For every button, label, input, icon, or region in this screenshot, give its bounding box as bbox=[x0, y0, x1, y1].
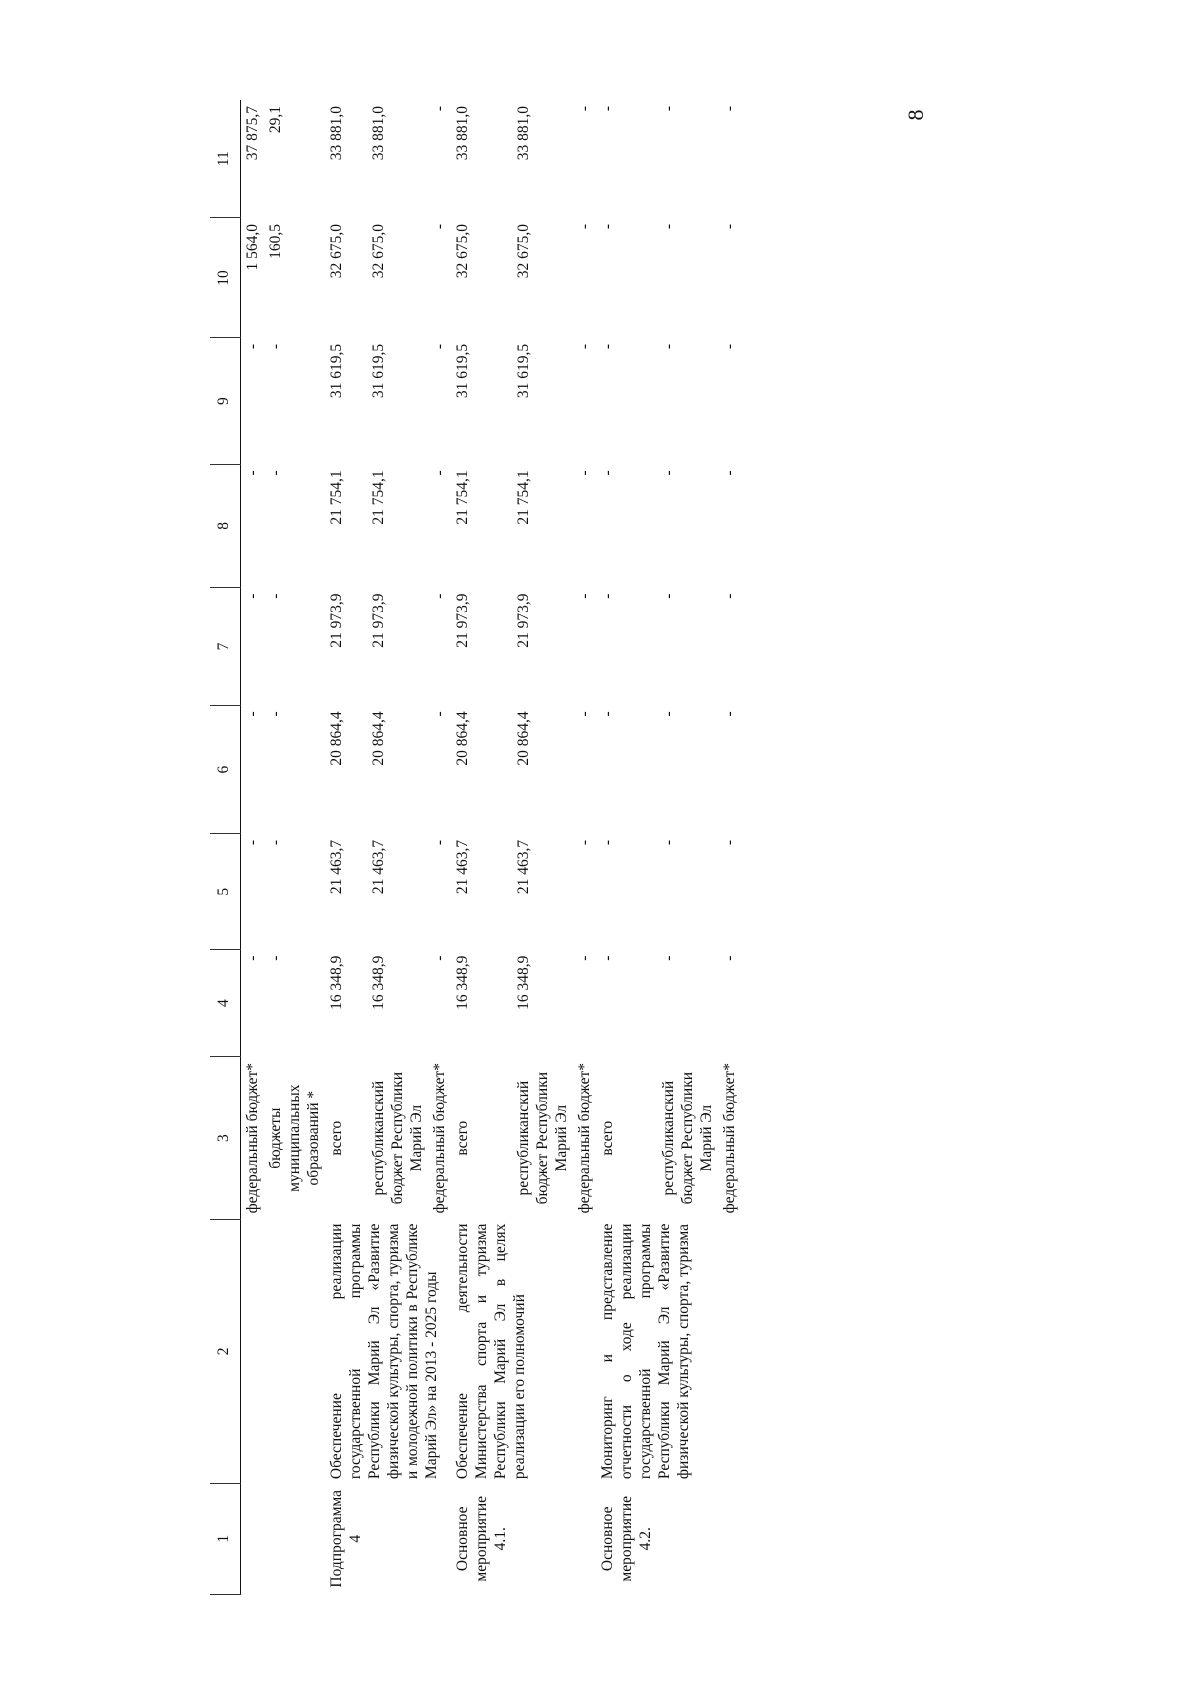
table-row bbox=[596, 100, 657, 1595]
row-label: Подпрограмма 4 bbox=[328, 1490, 364, 1588]
value-cell: - bbox=[244, 839, 261, 846]
value-cell: 16 348,9 bbox=[370, 955, 387, 1010]
table-body bbox=[241, 100, 742, 1595]
value-cell: 20 864,4 bbox=[454, 711, 471, 766]
row-label bbox=[657, 1483, 718, 1594]
funding-source: федеральный бюджет* bbox=[431, 1062, 448, 1214]
value-cell: - bbox=[721, 593, 738, 599]
value-cell: - bbox=[599, 223, 616, 230]
table-row bbox=[325, 100, 367, 1595]
value-cell: - bbox=[576, 470, 593, 476]
value-cell: - bbox=[576, 106, 593, 112]
value-cell: 32 675,0 bbox=[370, 223, 387, 279]
value-cell: 33 881,0 bbox=[370, 106, 387, 161]
value-cell: - bbox=[431, 839, 448, 846]
row-description bbox=[264, 1220, 325, 1484]
value-cell: 21 463,7 bbox=[515, 839, 532, 895]
row-label bbox=[367, 1483, 428, 1594]
value-cell: - bbox=[267, 839, 284, 846]
funding-source: всего bbox=[328, 1120, 345, 1156]
value-cell: - bbox=[431, 106, 448, 112]
value-cell: 21 754,1 bbox=[454, 470, 471, 525]
row-description: Обеспечение реализации государственной программы Республики Марий Эл «Развитие физической культуры, спорта, туризма и молодежной политики в Республике Марий Эл» на 2013 - 2025 годы bbox=[328, 1223, 440, 1480]
value-cell: - bbox=[660, 106, 677, 112]
value-cell: - bbox=[599, 839, 616, 846]
funding-source: республиканский бюджет Республики Марий Эл bbox=[660, 1071, 715, 1205]
value-cell: - bbox=[576, 711, 593, 717]
value-cell: 21 973,9 bbox=[454, 593, 471, 648]
value-cell: 29,1 bbox=[267, 106, 284, 134]
value-cell: 32 675,0 bbox=[328, 223, 345, 279]
value-cell: - bbox=[267, 711, 284, 717]
value-cell: 21 463,7 bbox=[328, 839, 345, 895]
value-cell: 1 564,0 bbox=[244, 223, 261, 271]
value-cell: - bbox=[576, 955, 593, 961]
column-header-8: 8 bbox=[210, 464, 241, 587]
value-cell: - bbox=[599, 470, 616, 476]
value-cell: 31 619,5 bbox=[370, 343, 387, 399]
value-cell: - bbox=[660, 955, 677, 961]
funding-source: республиканский бюджет Республики Марий Эл bbox=[370, 1071, 425, 1205]
column-header-6: 6 bbox=[210, 705, 241, 834]
value-cell: - bbox=[431, 470, 448, 476]
value-cell: 33 881,0 bbox=[454, 106, 471, 161]
value-cell: - bbox=[267, 343, 284, 350]
value-cell: - bbox=[660, 711, 677, 717]
value-cell: - bbox=[576, 223, 593, 230]
row-description: Мониторинг и представление отчетности о ходе реализации государственной программы Республики Марий Эл «Развитие физической культуры, спорта, туризма bbox=[599, 1223, 692, 1480]
value-cell: - bbox=[576, 343, 593, 350]
value-cell: - bbox=[244, 470, 261, 476]
header-row bbox=[210, 100, 241, 1595]
value-cell: 21 463,7 bbox=[370, 839, 387, 895]
funding-source: всего bbox=[599, 1120, 616, 1156]
rotated-table-container bbox=[210, 100, 970, 1595]
value-cell: - bbox=[267, 955, 284, 961]
row-label bbox=[512, 1483, 573, 1594]
row-label: Основное мероприятие 4.1. bbox=[454, 1496, 509, 1582]
row-label: Основное мероприятие 4.2. bbox=[599, 1496, 654, 1582]
value-cell: - bbox=[660, 839, 677, 846]
value-cell: 21 973,9 bbox=[328, 593, 345, 648]
value-cell: - bbox=[431, 343, 448, 350]
value-cell: 16 348,9 bbox=[515, 955, 532, 1010]
column-header-10: 10 bbox=[210, 218, 241, 338]
value-cell: - bbox=[599, 343, 616, 350]
value-cell: - bbox=[721, 839, 738, 846]
value-cell: 32 675,0 bbox=[454, 223, 471, 279]
column-header-11: 11 bbox=[210, 100, 241, 218]
row-label bbox=[241, 1483, 265, 1594]
column-header-1: 1 bbox=[210, 1483, 241, 1594]
value-cell: - bbox=[599, 711, 616, 717]
value-cell: - bbox=[431, 593, 448, 599]
funding-source: всего bbox=[454, 1120, 471, 1156]
value-cell: 21 754,1 bbox=[328, 470, 345, 525]
value-cell: 33 881,0 bbox=[515, 106, 532, 161]
value-cell: 21 754,1 bbox=[370, 470, 387, 525]
value-cell: 33 881,0 bbox=[328, 106, 345, 161]
row-label bbox=[428, 1483, 451, 1594]
funding-source: федеральный бюджет* bbox=[576, 1062, 593, 1214]
value-cell: - bbox=[721, 955, 738, 961]
column-header-9: 9 bbox=[210, 338, 241, 464]
value-cell: 32 675,0 bbox=[515, 223, 532, 279]
row-description: Обеспечение деятельности Министерства спорта и туризма Республики Марий Эл в целях реализации его полномочий bbox=[454, 1223, 528, 1480]
value-cell: 21 463,7 bbox=[454, 839, 471, 895]
column-header-4: 4 bbox=[210, 950, 241, 1057]
funding-source: бюджеты муниципальных образований * bbox=[267, 1084, 322, 1192]
value-cell: - bbox=[431, 711, 448, 717]
value-cell: - bbox=[721, 343, 738, 350]
value-cell: 21 973,9 bbox=[370, 593, 387, 648]
value-cell: - bbox=[431, 955, 448, 961]
value-cell: - bbox=[660, 343, 677, 350]
row-label bbox=[264, 1483, 325, 1594]
column-header-7: 7 bbox=[210, 588, 241, 706]
value-cell: - bbox=[244, 593, 261, 599]
value-cell: - bbox=[660, 470, 677, 476]
value-cell: - bbox=[599, 106, 616, 112]
column-header-3: 3 bbox=[210, 1057, 241, 1220]
value-cell: - bbox=[431, 223, 448, 230]
budget-table bbox=[210, 100, 741, 1595]
value-cell: 31 619,5 bbox=[454, 343, 471, 399]
value-cell: 37 875,7 bbox=[244, 106, 261, 161]
value-cell: - bbox=[599, 955, 616, 961]
value-cell: 20 864,4 bbox=[328, 711, 345, 766]
value-cell: - bbox=[721, 711, 738, 717]
value-cell: 21 754,1 bbox=[515, 470, 532, 525]
value-cell: 160,5 bbox=[267, 223, 284, 259]
row-description bbox=[241, 1220, 265, 1484]
value-cell: - bbox=[244, 955, 261, 961]
value-cell: - bbox=[267, 470, 284, 476]
value-cell: - bbox=[599, 593, 616, 599]
value-cell: - bbox=[244, 343, 261, 350]
value-cell: - bbox=[576, 593, 593, 599]
row-label bbox=[573, 1483, 596, 1594]
value-cell: 31 619,5 bbox=[515, 343, 532, 399]
value-cell: 16 348,9 bbox=[454, 955, 471, 1010]
funding-source: республиканский бюджет Республики Марий Эл bbox=[515, 1071, 570, 1205]
column-header-2: 2 bbox=[210, 1220, 241, 1484]
value-cell: 20 864,4 bbox=[515, 711, 532, 766]
value-cell: - bbox=[721, 106, 738, 112]
value-cell: - bbox=[660, 593, 677, 599]
value-cell: - bbox=[660, 223, 677, 230]
table-row bbox=[451, 100, 512, 1595]
value-cell: 21 973,9 bbox=[515, 593, 532, 648]
page-number: 8 bbox=[903, 109, 928, 121]
funding-source: федеральный бюджет* bbox=[244, 1062, 261, 1214]
column-header-5: 5 bbox=[210, 834, 241, 950]
row-label bbox=[718, 1483, 741, 1594]
funding-source: федеральный бюджет* bbox=[721, 1062, 738, 1214]
value-cell: 31 619,5 bbox=[328, 343, 345, 399]
value-cell: - bbox=[721, 470, 738, 476]
value-cell: - bbox=[244, 711, 261, 717]
value-cell: - bbox=[576, 839, 593, 846]
table-row bbox=[264, 100, 325, 1595]
value-cell: 16 348,9 bbox=[328, 955, 345, 1010]
value-cell: 20 864,4 bbox=[370, 711, 387, 766]
table-row bbox=[241, 100, 265, 1595]
value-cell: - bbox=[721, 223, 738, 230]
value-cell: - bbox=[267, 593, 284, 599]
